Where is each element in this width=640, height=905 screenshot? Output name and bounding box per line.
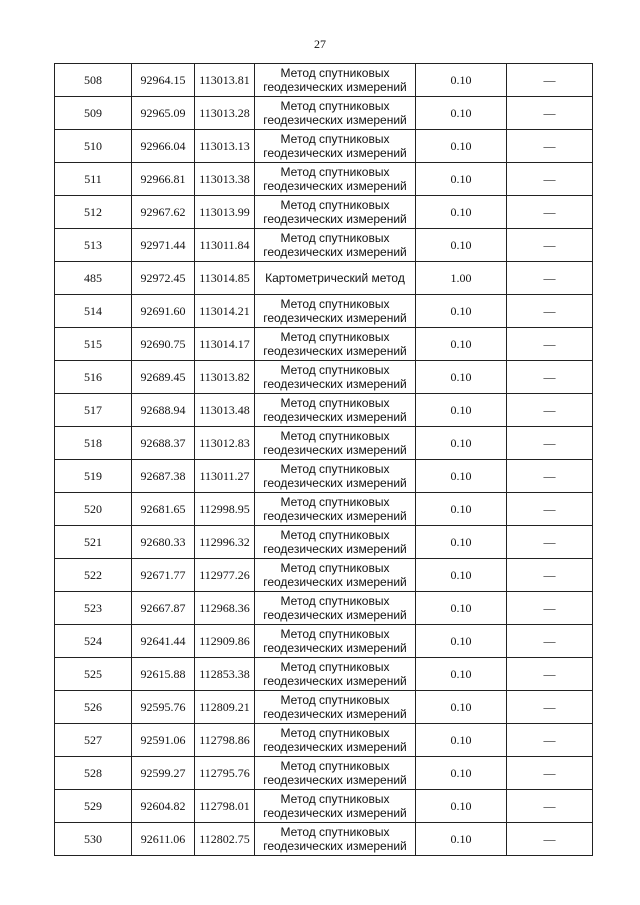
x-coordinate-cell: 92971.44 [132,229,195,262]
precision-cell: 0.10 [416,592,507,625]
description-cell: — [507,229,593,262]
method-cell: Метод спутниковых геодезических измерений [255,790,416,823]
x-coordinate-cell: 92615.88 [132,658,195,691]
y-coordinate-cell: 113011.27 [195,460,255,493]
method-cell: Метод спутниковых геодезических измерений [255,64,416,97]
y-coordinate-cell: 112798.01 [195,790,255,823]
x-coordinate-cell: 92966.04 [132,130,195,163]
x-coordinate-cell: 92680.33 [132,526,195,559]
point-number-cell: 525 [55,658,132,691]
table-row [55,196,593,229]
x-coordinate-cell: 92681.65 [132,493,195,526]
precision-cell: 0.10 [416,691,507,724]
table-row [55,658,593,691]
y-coordinate-cell: 113013.13 [195,130,255,163]
y-coordinate-cell: 112853.38 [195,658,255,691]
x-coordinate-cell: 92641.44 [132,625,195,658]
method-cell: Метод спутниковых геодезических измерений [255,163,416,196]
point-number-cell: 514 [55,295,132,328]
table-row [55,724,593,757]
precision-cell: 0.10 [416,658,507,691]
precision-cell: 0.10 [416,361,507,394]
y-coordinate-cell: 113013.99 [195,196,255,229]
method-cell: Метод спутниковых геодезических измерений [255,526,416,559]
table-row [55,394,593,427]
description-cell: — [507,526,593,559]
method-cell: Метод спутниковых геодезических измерений [255,493,416,526]
method-cell: Метод спутниковых геодезических измерений [255,361,416,394]
table-row [55,427,593,460]
table-row [55,460,593,493]
method-cell: Метод спутниковых геодезических измерений [255,658,416,691]
y-coordinate-cell: 113013.28 [195,97,255,130]
precision-cell: 0.10 [416,295,507,328]
description-cell: — [507,625,593,658]
precision-cell: 0.10 [416,724,507,757]
y-coordinate-cell: 112998.95 [195,493,255,526]
description-cell: — [507,493,593,526]
point-number-cell: 513 [55,229,132,262]
precision-cell: 0.10 [416,196,507,229]
point-number-cell: 515 [55,328,132,361]
point-number-cell: 518 [55,427,132,460]
x-coordinate-cell: 92688.94 [132,394,195,427]
table-row [55,97,593,130]
description-cell: — [507,97,593,130]
method-cell: Метод спутниковых геодезических измерений [255,427,416,460]
point-number-cell: 522 [55,559,132,592]
method-cell: Метод спутниковых геодезических измерений [255,559,416,592]
y-coordinate-cell: 113013.81 [195,64,255,97]
precision-cell: 0.10 [416,130,507,163]
table-row [55,559,593,592]
y-coordinate-cell: 112809.21 [195,691,255,724]
point-number-cell: 517 [55,394,132,427]
point-number-cell: 511 [55,163,132,196]
point-number-cell: 520 [55,493,132,526]
y-coordinate-cell: 113011.84 [195,229,255,262]
precision-cell: 0.10 [416,790,507,823]
table-body [55,64,593,856]
y-coordinate-cell: 112802.75 [195,823,255,856]
point-number-cell: 529 [55,790,132,823]
x-coordinate-cell: 92972.45 [132,262,195,295]
description-cell: — [507,559,593,592]
point-number-cell: 527 [55,724,132,757]
y-coordinate-cell: 113013.38 [195,163,255,196]
description-cell: — [507,823,593,856]
description-cell: — [507,724,593,757]
precision-cell: 0.10 [416,229,507,262]
x-coordinate-cell: 92689.45 [132,361,195,394]
method-cell: Метод спутниковых геодезических измерений [255,592,416,625]
table-row [55,757,593,790]
description-cell: — [507,691,593,724]
x-coordinate-cell: 92611.06 [132,823,195,856]
method-cell: Метод спутниковых геодезических измерений [255,328,416,361]
point-number-cell: 508 [55,64,132,97]
point-number-cell: 516 [55,361,132,394]
x-coordinate-cell: 92671.77 [132,559,195,592]
precision-cell: 0.10 [416,493,507,526]
point-number-cell: 523 [55,592,132,625]
point-number-cell: 530 [55,823,132,856]
description-cell: — [507,295,593,328]
precision-cell: 0.10 [416,757,507,790]
description-cell: — [507,427,593,460]
table-row [55,328,593,361]
table-row [55,823,593,856]
description-cell: — [507,658,593,691]
coordinates-table [54,63,593,856]
description-cell: — [507,130,593,163]
precision-cell: 0.10 [416,460,507,493]
precision-cell: 0.10 [416,394,507,427]
point-number-cell: 512 [55,196,132,229]
point-number-cell: 519 [55,460,132,493]
table-row [55,493,593,526]
y-coordinate-cell: 113012.83 [195,427,255,460]
method-cell: Метод спутниковых геодезических измерений [255,757,416,790]
y-coordinate-cell: 113013.82 [195,361,255,394]
precision-cell: 0.10 [416,526,507,559]
method-cell: Метод спутниковых геодезических измерений [255,691,416,724]
method-cell: Метод спутниковых геодезических измерений [255,295,416,328]
description-cell: — [507,361,593,394]
table-row [55,64,593,97]
precision-cell: 1.00 [416,262,507,295]
point-number-cell: 528 [55,757,132,790]
y-coordinate-cell: 112798.86 [195,724,255,757]
y-coordinate-cell: 112977.26 [195,559,255,592]
y-coordinate-cell: 112968.36 [195,592,255,625]
y-coordinate-cell: 112996.32 [195,526,255,559]
x-coordinate-cell: 92599.27 [132,757,195,790]
precision-cell: 0.10 [416,823,507,856]
x-coordinate-cell: 92687.38 [132,460,195,493]
description-cell: — [507,460,593,493]
method-cell: Метод спутниковых геодезических измерений [255,130,416,163]
description-cell: — [507,64,593,97]
x-coordinate-cell: 92604.82 [132,790,195,823]
x-coordinate-cell: 92691.60 [132,295,195,328]
method-cell: Метод спутниковых геодезических измерений [255,724,416,757]
table-row [55,229,593,262]
x-coordinate-cell: 92595.76 [132,691,195,724]
y-coordinate-cell: 113014.17 [195,328,255,361]
method-cell: Метод спутниковых геодезических измерений [255,823,416,856]
y-coordinate-cell: 112795.76 [195,757,255,790]
point-number-cell: 485 [55,262,132,295]
method-cell: Метод спутниковых геодезических измерений [255,97,416,130]
precision-cell: 0.10 [416,559,507,592]
table-row [55,790,593,823]
table-row [55,592,593,625]
table-row [55,262,593,295]
precision-cell: 0.10 [416,328,507,361]
y-coordinate-cell: 113013.48 [195,394,255,427]
table-row [55,526,593,559]
method-cell: Метод спутниковых геодезических измерений [255,460,416,493]
description-cell: — [507,592,593,625]
x-coordinate-cell: 92966.81 [132,163,195,196]
table-row [55,361,593,394]
point-number-cell: 526 [55,691,132,724]
description-cell: — [507,196,593,229]
description-cell: — [507,262,593,295]
method-cell: Метод спутниковых геодезических измерений [255,394,416,427]
point-number-cell: 521 [55,526,132,559]
precision-cell: 0.10 [416,97,507,130]
method-cell: Картометрический метод [255,262,416,295]
point-number-cell: 509 [55,97,132,130]
precision-cell: 0.10 [416,64,507,97]
table-row [55,625,593,658]
x-coordinate-cell: 92965.09 [132,97,195,130]
precision-cell: 0.10 [416,625,507,658]
table-row [55,163,593,196]
table-row [55,295,593,328]
point-number-cell: 510 [55,130,132,163]
x-coordinate-cell: 92964.15 [132,64,195,97]
description-cell: — [507,328,593,361]
y-coordinate-cell: 112909.86 [195,625,255,658]
point-number-cell: 524 [55,625,132,658]
precision-cell: 0.10 [416,427,507,460]
table-row [55,691,593,724]
x-coordinate-cell: 92967.62 [132,196,195,229]
description-cell: — [507,757,593,790]
x-coordinate-cell: 92667.87 [132,592,195,625]
method-cell: Метод спутниковых геодезических измерений [255,229,416,262]
table-row [55,130,593,163]
description-cell: — [507,790,593,823]
description-cell: — [507,163,593,196]
page-number: 27 [314,37,326,51]
x-coordinate-cell: 92690.75 [132,328,195,361]
y-coordinate-cell: 113014.85 [195,262,255,295]
y-coordinate-cell: 113014.21 [195,295,255,328]
method-cell: Метод спутниковых геодезических измерений [255,625,416,658]
x-coordinate-cell: 92591.06 [132,724,195,757]
method-cell: Метод спутниковых геодезических измерений [255,196,416,229]
precision-cell: 0.10 [416,163,507,196]
x-coordinate-cell: 92688.37 [132,427,195,460]
description-cell: — [507,394,593,427]
